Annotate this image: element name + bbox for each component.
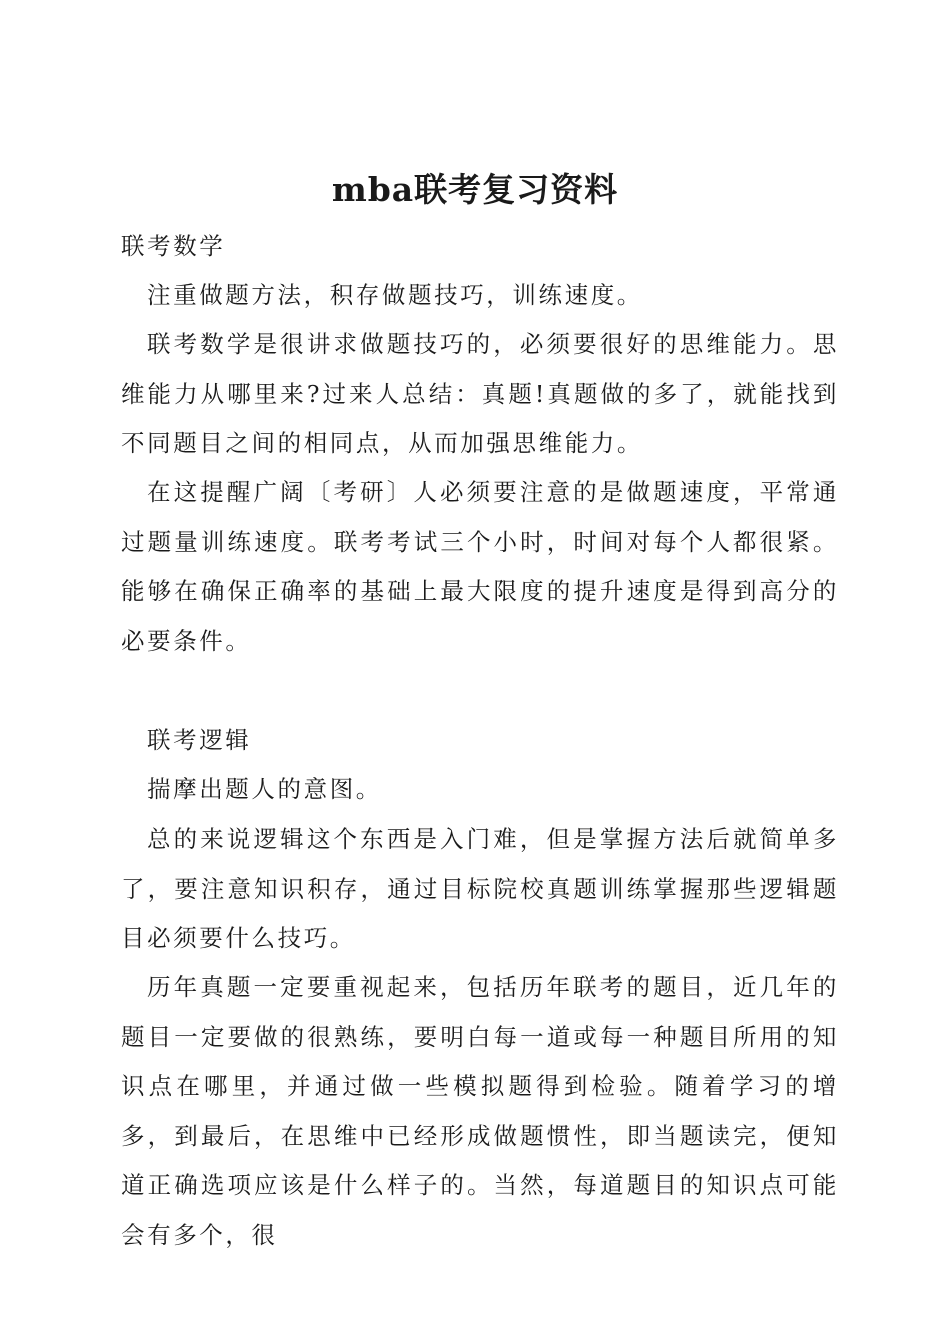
section-heading-math: 联考数学 [121,232,226,260]
math-paragraph-1: 注重做题方法，积存做题技巧，训练速度。 [147,281,643,309]
logic-paragraph-2: 总的来说逻辑这个东西是入门难，但是掌握方法后就简单多了，要注意知识积存，通过目标院校真题训练掌握那些逻辑题目必须要什么技巧。 [121,825,839,952]
logic-paragraph-1: 揣摩出题人的意图。 [147,775,382,803]
document-title: mba联考复习资料 [331,170,619,210]
math-paragraph-2: 联考数学是很讲求做题技巧的，必须要很好的思维能力。思维能力从哪里来?过来人总结：真题!真题做的多了，就能找到不同题目之间的相同点，从而加强思维能力。 [121,330,839,457]
math-paragraph-3: 在这提醒广阔〔考研〕人必须要注意的是做题速度，平常通过题量训练速度。联考考试三个小时，时间对每个人都很紧。能够在确保正确率的基础上最大限度的提升速度是得到高分的必要条件。 [121,478,839,655]
section-heading-logic: 联考逻辑 [147,726,252,754]
logic-paragraph-3: 历年真题一定要重视起来，包括历年联考的题目，近几年的题目一定要做的很熟练，要明白每一道或每一种题目所用的知识点在哪里，并通过做一些模拟题得到检验。随着学习的增多，到最后，在思维中已经形成做题惯性，即当题读完，便知道正确选项应该是什么样子的。当然，每道题目的知识点可能会有多个，很 [121,973,839,1249]
